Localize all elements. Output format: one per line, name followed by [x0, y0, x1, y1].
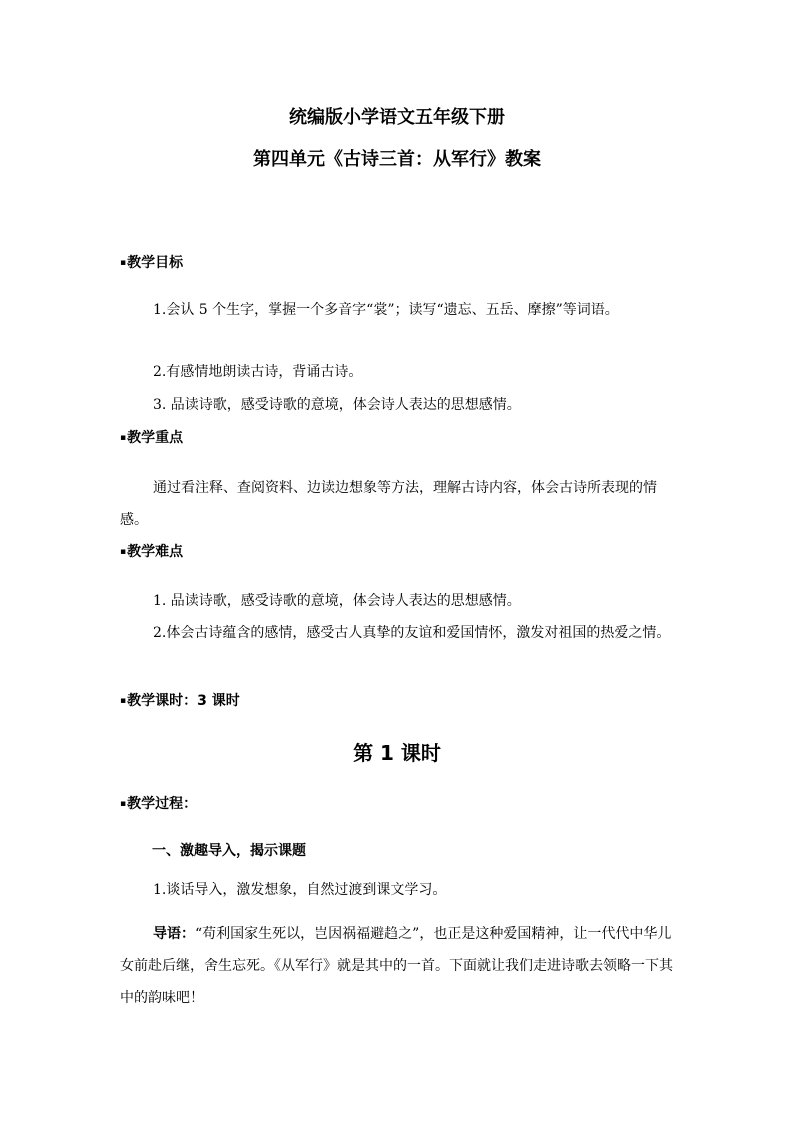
class-hours: ▪教学课时：3 课时	[120, 693, 240, 709]
objective-item-1: 1.会认 5 个生字，掌握一个多音字“裳”；读写“遗忘、五岳、摩擦”等词语。	[153, 302, 619, 318]
difficulty-item-2: 2.体会古诗蕴含的感情，感受古人真挚的友谊和爱国情怀，激发对祖国的热爱之情。	[153, 625, 671, 641]
key-points-text: 通过看注释、查阅资料、边读边想象等方法，理解古诗内容，体会古诗所表现的情感。	[120, 480, 657, 528]
step-1: 1.谈话导入，激发想象，自然过渡到课文学习。	[153, 882, 447, 898]
intro-paragraph	[120, 918, 676, 1014]
difficulty-item-1: 1. 品读诗歌，感受诗歌的意境，体会诗人表达的思想感情。	[153, 593, 521, 609]
lesson-title: 第 1 课时	[353, 741, 441, 765]
intro-label: 导语：	[153, 926, 195, 942]
section-1-title: 一、激趣导入，揭示课题	[152, 843, 306, 859]
process-heading: ▪教学过程：	[120, 796, 198, 812]
bullet-icon: ▪	[120, 696, 127, 706]
difficulties-heading: ▪教学难点	[120, 544, 184, 560]
bullet-icon: ▪	[120, 547, 127, 557]
intro-text: “苟利国家生死以，岂因祸福避趋之”，也正是这种爱国精神，让一代代中华儿女前赴后继，舍生忘死。《从军行》就是其中的一首。下面就让我们走进诗歌去领略一下其中的韵味吧！	[120, 926, 673, 1006]
objectives-heading: ▪教学目标	[120, 255, 184, 271]
bullet-icon: ▪	[120, 433, 127, 443]
objective-item-2: 2.有感情地朗读古诗，背诵古诗。	[153, 364, 363, 380]
document-title: 统编版小学语文五年级下册	[289, 107, 505, 128]
bullet-icon: ▪	[120, 799, 127, 809]
objective-item-3: 3. 品读诗歌，感受诗歌的意境，体会诗人表达的思想感情。	[153, 397, 521, 413]
key-points-heading: ▪教学重点	[120, 430, 184, 446]
document-subtitle: 第四单元《古诗三首：从军行》教案	[253, 149, 541, 170]
bullet-icon: ▪	[120, 258, 127, 268]
